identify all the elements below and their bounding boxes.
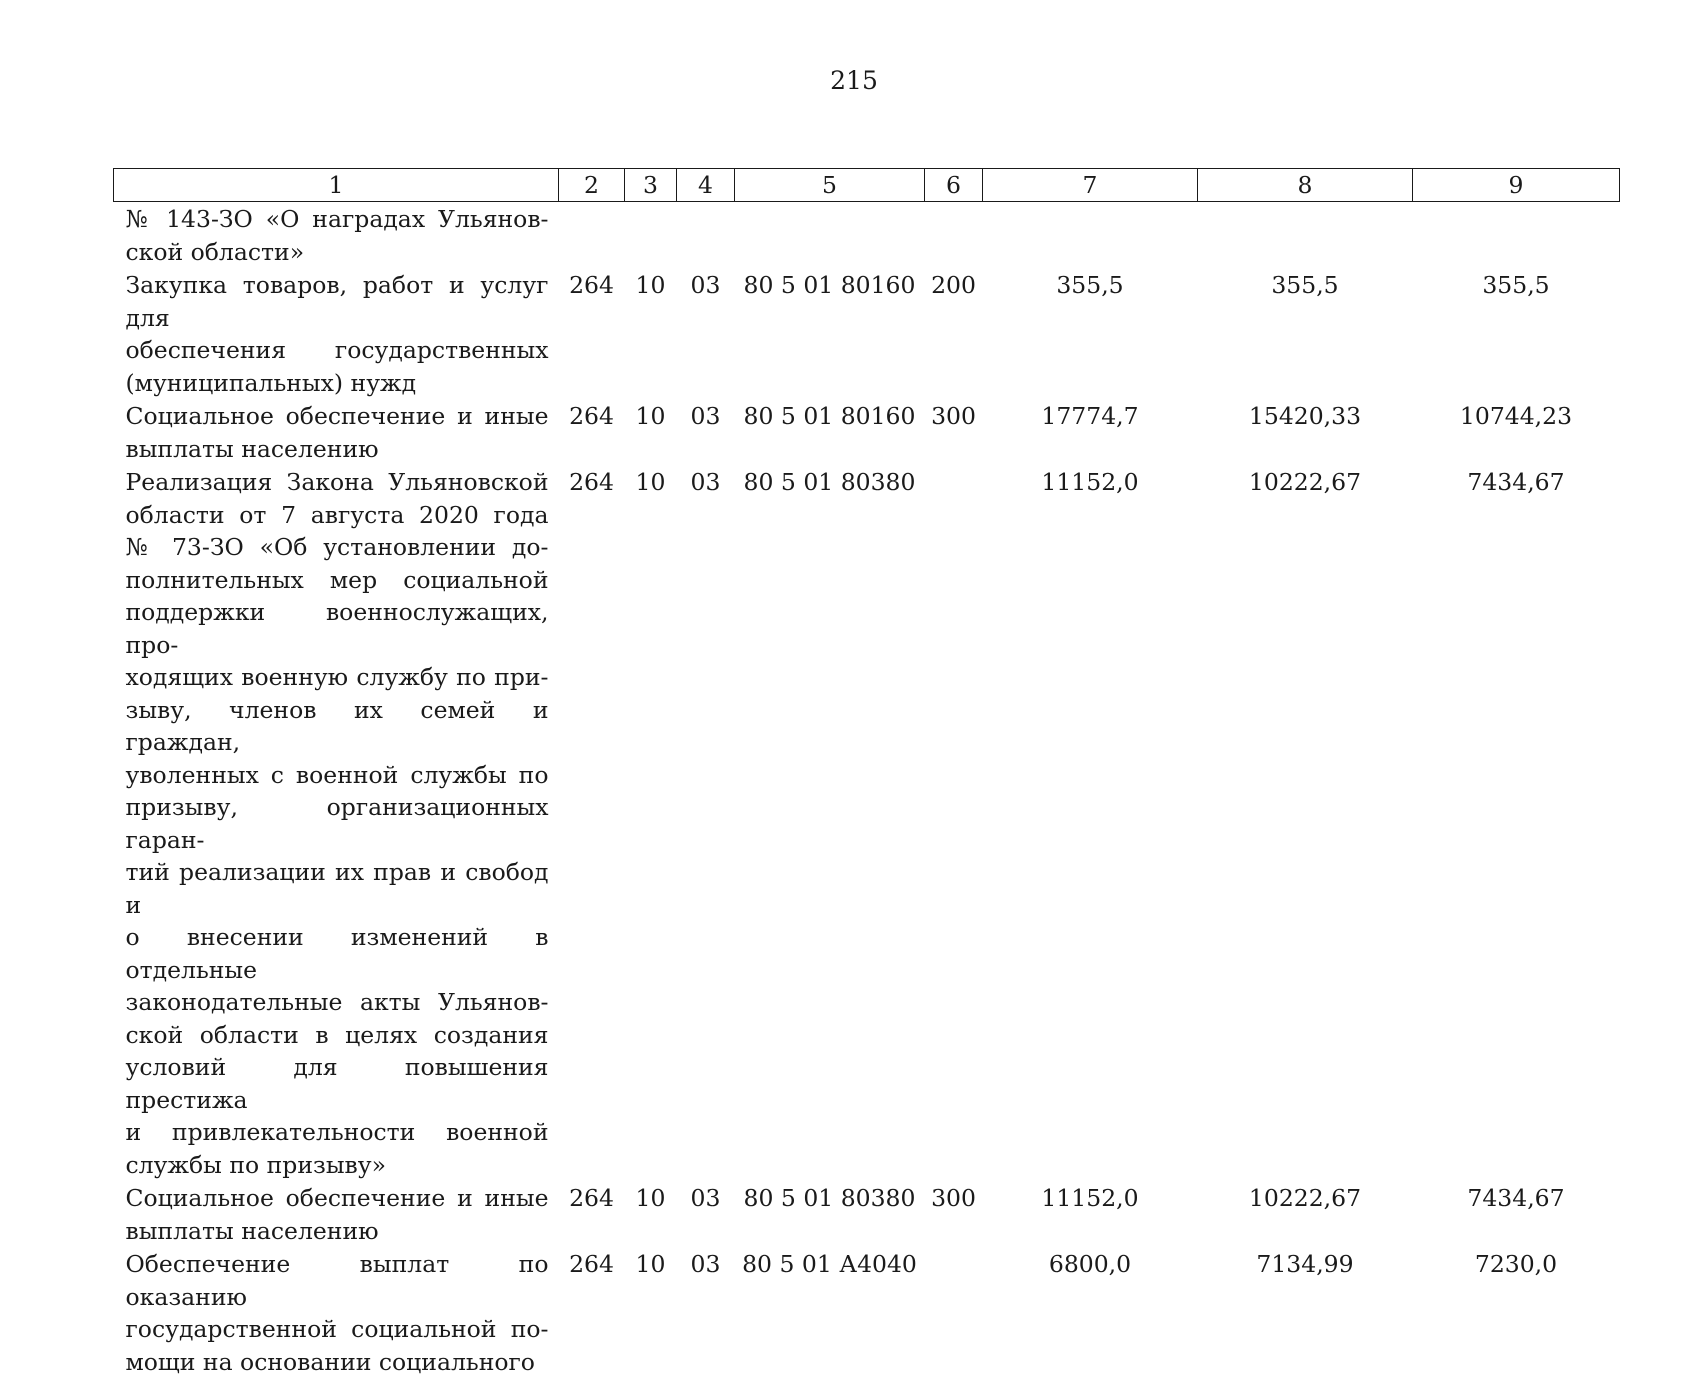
chapter-code: 264 (559, 1181, 625, 1247)
table-row (114, 1181, 1620, 1247)
subsection-code (677, 202, 735, 269)
amount-col-7: 11152,0 (983, 1181, 1198, 1247)
amount-col-9: 7434,67 (1413, 1181, 1620, 1247)
table-row (114, 465, 1620, 1181)
amount-col-8 (1198, 202, 1413, 269)
amount-col-8: 10222,67 (1198, 1181, 1413, 1247)
description-line: полнительных мер социальной (126, 564, 549, 597)
section-code (625, 202, 677, 269)
description-line: о внесении изменений в отдельные (126, 921, 549, 986)
amount-col-9: 7434,67 (1413, 465, 1620, 1181)
row-description (114, 202, 559, 269)
target-article-code: 80 5 01 80380 (735, 465, 925, 1181)
column-header-7: 7 (983, 169, 1198, 202)
table-row (114, 1247, 1620, 1378)
description-line: Закупка товаров, работ и услуг для (126, 269, 549, 334)
description-line: и привлекательности военной (126, 1116, 549, 1149)
section-code: 10 (625, 465, 677, 1181)
row-description (114, 268, 559, 399)
target-article-code: 80 5 01 80160 (735, 268, 925, 399)
description-line: зыву, членов их семей и граждан, (126, 694, 549, 759)
description-line: обеспечения государственных (126, 334, 549, 367)
description-line: ходящих военную службу по при- (126, 661, 549, 694)
column-header-3: 3 (625, 169, 677, 202)
subsection-code: 03 (677, 465, 735, 1181)
subsection-code: 03 (677, 1181, 735, 1247)
description-line: (муниципальных) нужд (126, 367, 549, 400)
description-line: уволенных с военной службы по (126, 759, 549, 792)
chapter-code: 264 (559, 465, 625, 1181)
column-header-5: 5 (735, 169, 925, 202)
table-header-row (114, 169, 1620, 202)
amount-col-8: 15420,33 (1198, 399, 1413, 465)
chapter-code: 264 (559, 399, 625, 465)
subsection-code: 03 (677, 399, 735, 465)
target-article-code: 80 5 01 80160 (735, 399, 925, 465)
amount-col-7 (983, 202, 1198, 269)
column-header-6: 6 (925, 169, 983, 202)
amount-col-8: 355,5 (1198, 268, 1413, 399)
row-description (114, 399, 559, 465)
amount-col-8: 10222,67 (1198, 465, 1413, 1181)
column-header-2: 2 (559, 169, 625, 202)
section-code: 10 (625, 268, 677, 399)
amount-col-7: 17774,7 (983, 399, 1198, 465)
description-line: условий для повышения престижа (126, 1051, 549, 1116)
expense-type-code: 300 (925, 399, 983, 465)
expense-type-code: 300 (925, 1181, 983, 1247)
description-line: № 143-ЗО «О наградах Ульянов- (126, 203, 549, 236)
column-header-8: 8 (1198, 169, 1413, 202)
expense-type-code: 200 (925, 268, 983, 399)
amount-col-9: 355,5 (1413, 268, 1620, 399)
table-row (114, 399, 1620, 465)
budget-table (113, 168, 1620, 1378)
row-description (114, 1181, 559, 1247)
row-description (114, 1247, 559, 1378)
table-row (114, 202, 1620, 269)
column-header-4: 4 (677, 169, 735, 202)
expense-type-code (925, 1247, 983, 1378)
expense-type-code (925, 465, 983, 1181)
chapter-code: 264 (559, 1247, 625, 1378)
description-line: выплаты населению (126, 433, 549, 466)
amount-col-8: 7134,99 (1198, 1247, 1413, 1378)
target-article-code: 80 5 01 А4040 (735, 1247, 925, 1378)
section-code: 10 (625, 399, 677, 465)
description-line: № 73-ЗО «Об установлении до- (126, 531, 549, 564)
description-line: Социальное обеспечение и иные (126, 400, 549, 433)
column-header-1: 1 (114, 169, 559, 202)
description-line: Социальное обеспечение и иные (126, 1182, 549, 1215)
description-line: выплаты населению (126, 1215, 549, 1248)
column-header-9: 9 (1413, 169, 1620, 202)
target-article-code (735, 202, 925, 269)
description-line: поддержки военнослужащих, про- (126, 596, 549, 661)
description-line: области от 7 августа 2020 года (126, 499, 549, 532)
expense-type-code (925, 202, 983, 269)
description-line: ской области в целях создания (126, 1019, 549, 1052)
chapter-code (559, 202, 625, 269)
section-code: 10 (625, 1181, 677, 1247)
section-code: 10 (625, 1247, 677, 1378)
page-number: 215 (0, 66, 1708, 95)
amount-col-9: 7230,0 (1413, 1247, 1620, 1378)
table-row (114, 268, 1620, 399)
amount-col-9: 10744,23 (1413, 399, 1620, 465)
amount-col-7: 6800,0 (983, 1247, 1198, 1378)
row-description (114, 465, 559, 1181)
description-line: Реализация Закона Ульяновской (126, 466, 549, 499)
description-line: Обеспечение выплат по оказанию (126, 1248, 549, 1313)
amount-col-7: 11152,0 (983, 465, 1198, 1181)
subsection-code: 03 (677, 268, 735, 399)
amount-col-7: 355,5 (983, 268, 1198, 399)
description-line: службы по призыву» (126, 1149, 549, 1182)
description-line: ской области» (126, 236, 549, 269)
amount-col-9 (1413, 202, 1620, 269)
description-line: государственной социальной по- (126, 1313, 549, 1346)
description-line: призыву, организационных гаран- (126, 791, 549, 856)
target-article-code: 80 5 01 80380 (735, 1181, 925, 1247)
description-line: законодательные акты Ульянов- (126, 986, 549, 1019)
description-line: мощи на основании социального (126, 1346, 549, 1378)
subsection-code: 03 (677, 1247, 735, 1378)
table-body (114, 202, 1620, 1378)
description-line: тий реализации их прав и свобод и (126, 856, 549, 921)
chapter-code: 264 (559, 268, 625, 399)
